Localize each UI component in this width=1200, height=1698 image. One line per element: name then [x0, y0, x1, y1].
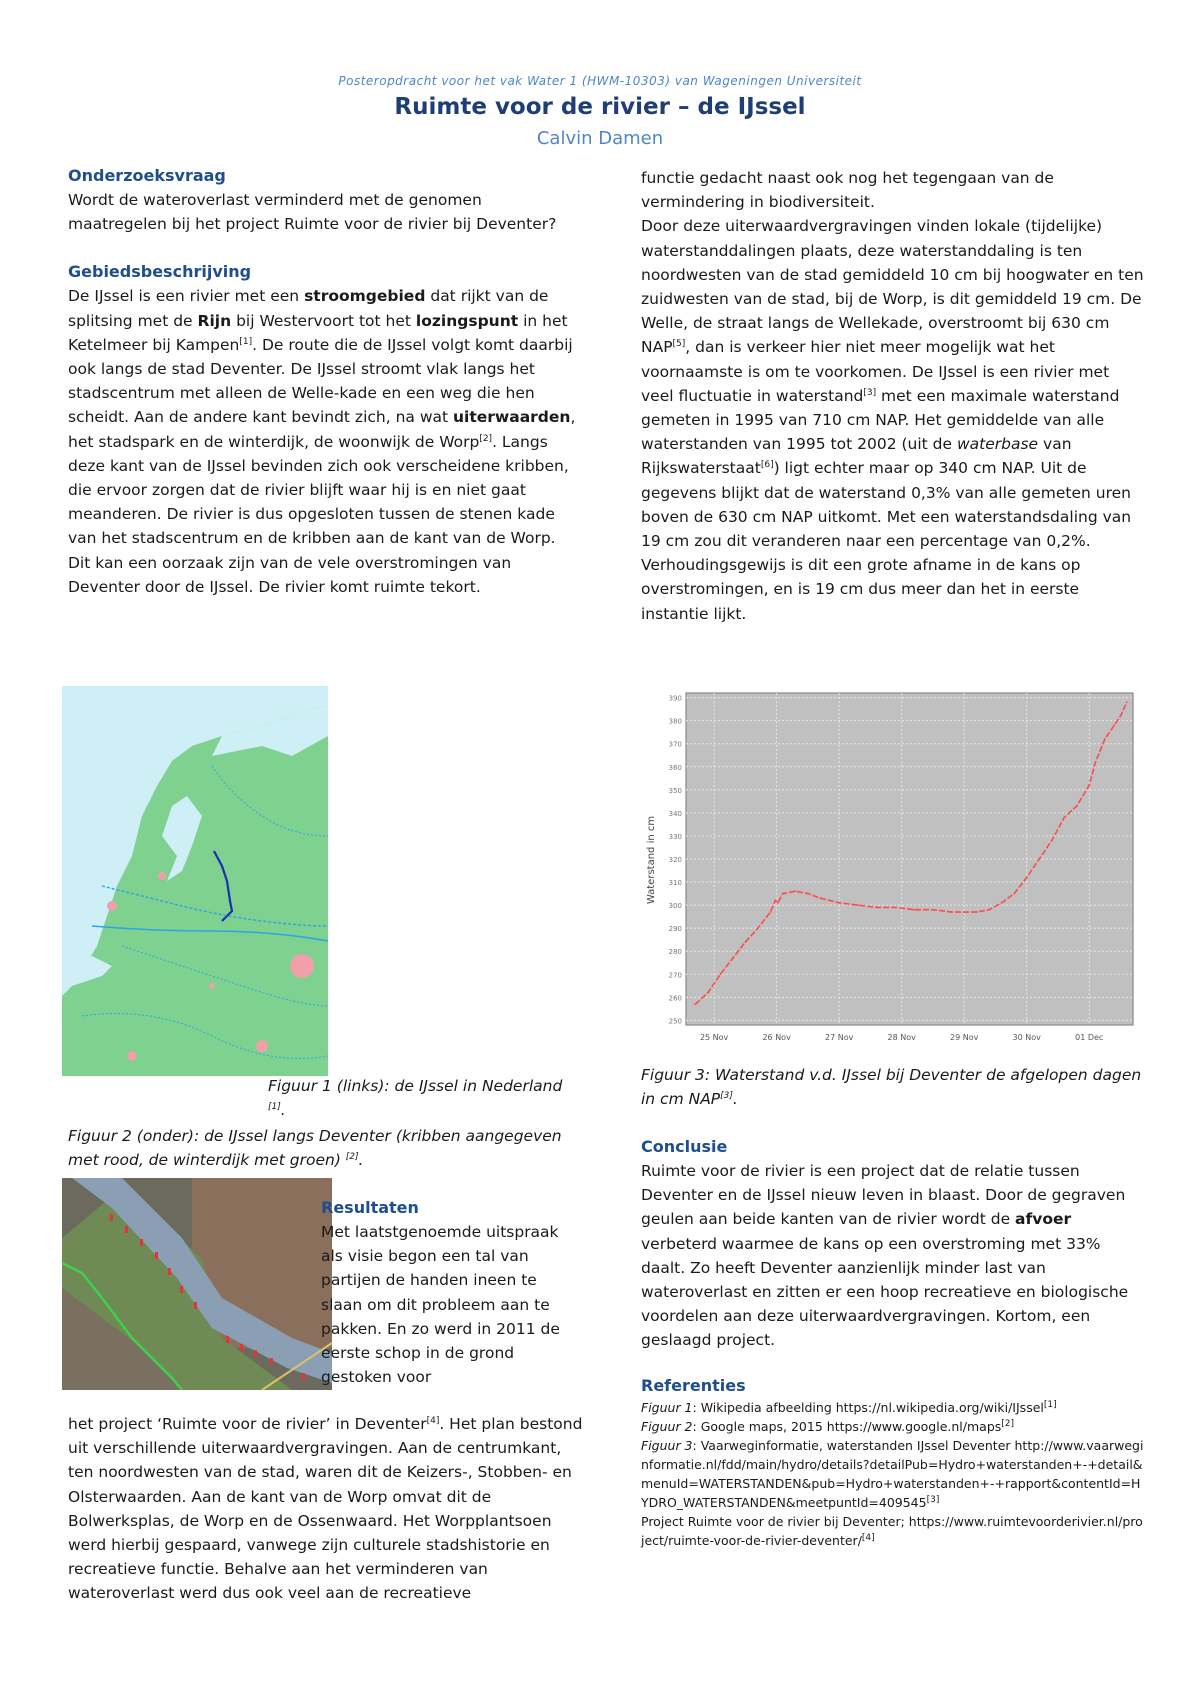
- data-point: [775, 900, 777, 902]
- reference-item: Figuur 2: Google maps, 2015 https://www.google.nl/maps[2]: [641, 1418, 1015, 1434]
- data-point: [1026, 877, 1028, 879]
- x-tick-label: 27 Nov: [824, 1033, 854, 1042]
- heading-conclusie: Conclusie: [641, 1137, 728, 1156]
- x-tick-label: 01 Dec: [1075, 1033, 1104, 1042]
- data-point: [838, 902, 840, 904]
- data-point: [976, 911, 978, 913]
- data-point: [963, 911, 965, 913]
- y-tick-label: 270: [668, 971, 682, 980]
- data-point: [1126, 701, 1128, 703]
- x-tick-label: 29 Nov: [950, 1033, 979, 1042]
- data-point: [913, 909, 915, 911]
- y-tick-label: 360: [668, 763, 682, 772]
- data-point: [1063, 817, 1065, 819]
- resultaten-section: [321, 1196, 576, 1389]
- conclusie-text: Ruimte voor de rivier is een project dat de relatie tussen Deventer en de IJssel nieuw leven in blaast. Door de gegraven geulen aan beide kanten van de rivier wordt de afvoer verbeterd waarmee de kans op een overstroming met 33% daalt. Zo heeft Deventer aanzienlijk minder last van wateroverlast en zitten er een hoop recreatieve en biologische voordelen aan deze uiterwaardvergravingen. Kortom, een geslaagd project.: [641, 1162, 1129, 1350]
- reference-item: Figuur 3: Vaarweginformatie, waterstanden IJssel Deventer http://www.vaarweginformatie.nl/fdd/main/hydro/details?detailPub=Hydro+waterstanden+-+detail&menuId=WATERSTANDEN&pub=Hydro+waterstanden+-+rapport&contentId=HYDRO_WATERSTANDEN&meetpuntId=409545[3]: [641, 1438, 1144, 1510]
- y-tick-label: 370: [668, 740, 682, 749]
- heading-onderzoeksvraag: Onderzoeksvraag: [68, 166, 226, 185]
- figure-1-caption: Figuur 1 (links): de IJssel in Nederland [1].: [268, 1077, 563, 1119]
- poster-title: Ruimte voor de rivier – de IJssel: [394, 94, 806, 120]
- y-axis-label: Waterstand in cm: [646, 815, 657, 905]
- figure-3-caption: Figuur 3: Waterstand v.d. IJssel bij Deventer de afgelopen dagen in cm NAP[3].: [641, 1066, 1142, 1108]
- y-tick-label: 390: [668, 694, 682, 703]
- y-tick-label: 290: [668, 925, 682, 934]
- citation-ref: [2]: [479, 433, 493, 444]
- data-point: [769, 911, 771, 913]
- reference-item: Figuur 1: Wikipedia afbeelding https://nl.wikipedia.org/wiki/IJssel[1]: [641, 1399, 1057, 1415]
- data-point: [777, 902, 779, 904]
- reference-item: Project Ruimte voor de rivier bij Deventer; https://www.ruimtevoorderivier.nl/project/ruimte-voor-de-rivier-deventer/[4]: [641, 1514, 1143, 1548]
- right-col-text-2: Door deze uiterwaardvergravingen vinden lokale (tijdelijke) waterstanddalingen plaats, deze waterstanddaling is ten noordwesten van de stad gemiddeld 10 cm bij hoogwater en ten zuidwesten van de stad, bij de Worp, is dit gemiddeld 19 cm. De Welle, de straat langs de Wellekade, overstroomt bij 630 cm NAP[5], dan is verkeer hier niet meer mogelijk wat het voornaamste is om te voorkomen. De IJssel is een rivier met veel fluctuatie in waterstand[3] met een maximale waterstand gemeten in 1995 van 710 cm NAP. Het gemiddelde van alle waterstanden van 1995 tot 2002 (uit de waterbase van Rijkswaterstaat[6]) ligt echter maar op 340 cm NAP. Uit de gegevens blijkt dat de waterstand 0,3% van alle gemeten uren boven de 630 cm NAP uitkomt. Met een waterstandsdaling van 19 cm zou dit veranderen naar een percentage van 0,2%. Verhoudingsgewijs is dit een grote afname in de kans op overstromingen, en is 19 cm dus meer dan het in eerste instantie lijkt.: [641, 217, 1144, 623]
- y-tick-labels: [669, 695, 682, 1026]
- data-point: [895, 907, 897, 909]
- poster-subtitle: Posteropdracht voor het vak Water 1 (HWM-10303) van Wageningen Universiteit: [338, 74, 862, 88]
- figure-3-chart: [641, 690, 1141, 1060]
- figure-2-satellite-deventer: [62, 1178, 332, 1390]
- y-tick-label: 340: [668, 809, 682, 818]
- poster-author: Calvin Damen: [536, 128, 664, 149]
- data-point: [1001, 902, 1003, 904]
- resultaten-continued: [68, 1412, 588, 1606]
- referenties-section: [641, 1374, 1146, 1550]
- heading-referenties: Referenties: [641, 1376, 746, 1395]
- citation-ref: [1]: [239, 336, 253, 347]
- data-point: [820, 897, 822, 899]
- data-point: [1038, 858, 1040, 860]
- citation-ref: [4]: [426, 1415, 440, 1426]
- y-tick-label: 350: [668, 786, 682, 795]
- data-point: [876, 907, 878, 909]
- x-tick-labels: [700, 1033, 1103, 1042]
- data-point: [1120, 715, 1122, 717]
- y-tick-label: 280: [668, 948, 682, 957]
- data-point: [1088, 784, 1090, 786]
- y-tick-label: 330: [668, 832, 682, 841]
- resultaten-text-1: Met laatstgenoemde uitspraak als visie begon een tal van partijen de handen ineen te slaan om dit probleem aan te pakken. En zo werd in 2011 de eerste schop in de grond gestoken voor: [321, 1223, 560, 1387]
- y-tick-label: 380: [668, 717, 682, 726]
- data-point: [1095, 761, 1097, 763]
- gebiedsbeschrijving-text: De IJssel is een rivier met een stroomgebied dat rijkt van de splitsing met de Rijn bij Westervoort tot het lozingspunt in het Ketelmeer bij Kampen[1]. De route die de IJssel volgt komt daarbij ook langs de stad Deventer. De IJssel stroomt vlak langs het stadscentrum met alleen de Welle-kade en een weg die hen scheidt. Aan de andere kant bevindt zich, na wat uiterwaarden, het stadspark en de winterdijk, de woonwijk de Worp[2]. Langs deze kant van de IJssel bevinden zich ook verscheidene kribben, die ervoor zorgen dat de rivier blijft waar hij is en niet gaat meanderen. De rivier is dus opgesloten tussen de stenen kade van het stadscentrum en de kribben aan de kant van de Worp. Dit kan een oorzaak zijn van de vele overstromingen van Deventer door de IJssel. De rivier komt ruimte tekort.: [68, 287, 576, 596]
- y-tick-label: 300: [668, 902, 682, 911]
- citation-ref: [3]: [863, 387, 877, 398]
- heading-resultaten: Resultaten: [321, 1198, 419, 1217]
- data-point: [1113, 724, 1115, 726]
- citation-ref: [6]: [760, 460, 774, 471]
- data-point: [744, 941, 746, 943]
- x-tick-label: 25 Nov: [699, 1033, 729, 1042]
- data-point: [757, 927, 759, 929]
- right-col-text-1: functie gedacht naast ook nog het tegengaan van de vermindering in biodiversiteit.: [641, 169, 1054, 212]
- data-point: [795, 890, 797, 892]
- y-tick-label: 260: [668, 994, 682, 1003]
- figure-2-caption: Figuur 2 (onder): de IJssel langs Deventer (kribben aangegeven met rood, de winterdijk met groen) [2].: [68, 1127, 562, 1169]
- conclusie-section: [641, 1135, 1146, 1353]
- data-point: [719, 973, 721, 975]
- data-point: [1013, 893, 1015, 895]
- onderzoeksvraag-text: Wordt de wateroverlast verminderd met de genomen maatregelen bij het project Ruimte voor de rivier bij Deventer?: [68, 191, 557, 234]
- data-point: [707, 992, 709, 994]
- right-column-top: [641, 166, 1146, 626]
- data-point: [1104, 738, 1106, 740]
- citation-ref: [5]: [672, 339, 686, 350]
- data-point: [1051, 840, 1053, 842]
- data-point: [932, 909, 934, 911]
- data-point: [988, 909, 990, 911]
- y-tick-label: 250: [668, 1017, 682, 1026]
- data-point: [807, 893, 809, 895]
- data-point: [857, 904, 859, 906]
- data-point: [1076, 805, 1078, 807]
- data-point: [694, 1003, 696, 1005]
- plot-area: [686, 693, 1133, 1025]
- netherlands-map-image: [62, 686, 328, 1076]
- figure-1-map-netherlands: [62, 686, 328, 1076]
- x-tick-label: 30 Nov: [1012, 1033, 1041, 1042]
- heading-gebiedsbeschrijving: Gebiedsbeschrijving: [68, 262, 252, 282]
- left-column-top: [68, 164, 578, 599]
- y-tick-label: 320: [668, 856, 682, 864]
- data-point: [782, 893, 784, 895]
- satellite-image: [62, 1178, 332, 1390]
- x-tick-label: 26 Nov: [762, 1033, 791, 1042]
- y-tick-label: 310: [668, 879, 682, 888]
- data-point: [732, 957, 734, 959]
- x-tick-label: 28 Nov: [887, 1033, 916, 1042]
- resultaten-text-2: het project ‘Ruimte voor de rivier’ in Deventer[4]. Het plan bestond uit verschillende uiterwaardvergravingen. Aan de centrumkant, ten noordwesten van de stad, waren dit de Keizers-, Stobben- en Olsterwaarden. Aan de kant van de Worp omvat dit de Bolwerksplas, de Worp en de Ossenwaard. Het Worpplantsoen werd hierbij gespaard, vanwege zijn culturele stadshistorie en recreatieve functie. Behalve aan het verminderen van wateroverlast werd dus ook veel aan de recreatieve: [68, 1415, 583, 1603]
- data-point: [951, 911, 953, 913]
- waterstand-chart: [641, 690, 1141, 1060]
